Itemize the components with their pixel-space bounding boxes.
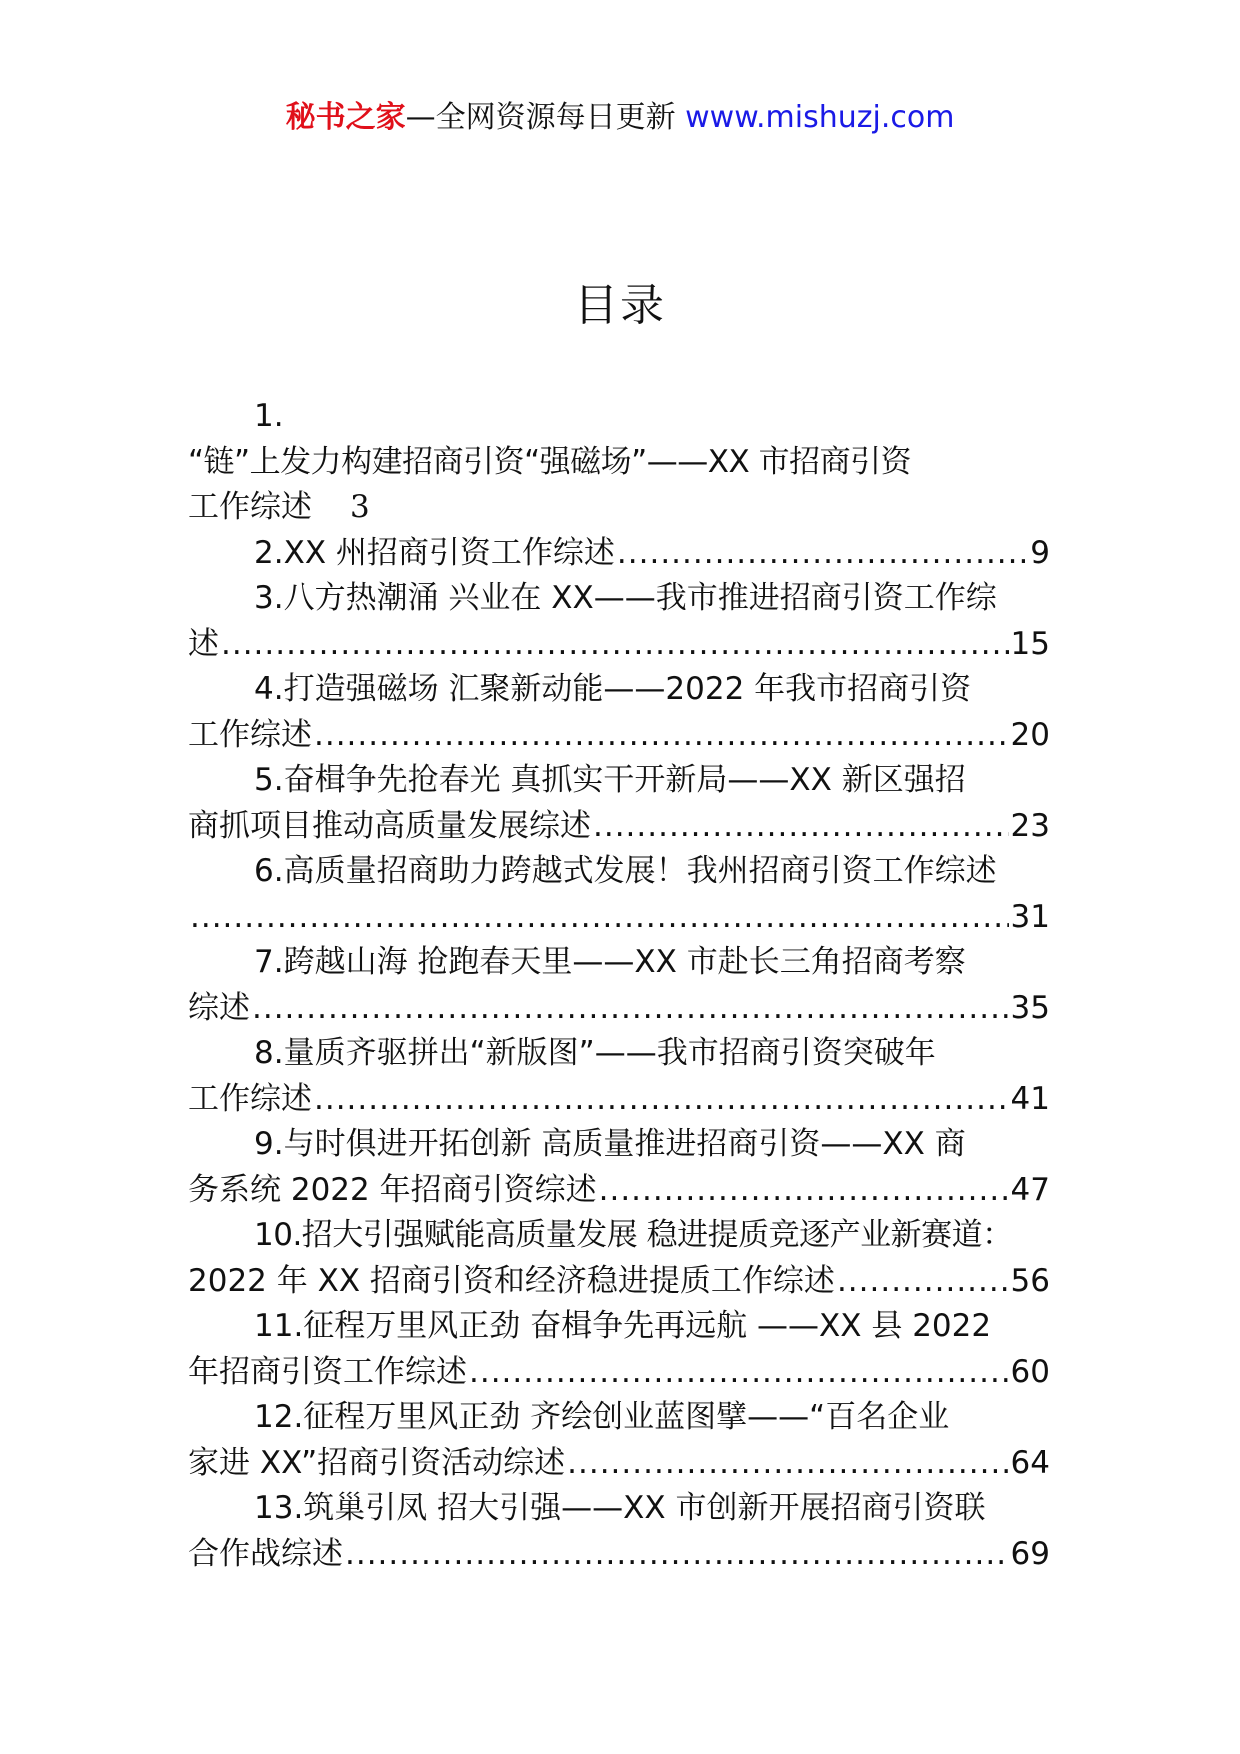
brand-name: 秘书之家 [285, 100, 406, 135]
leader-dots [567, 1441, 1008, 1487]
toc-entry-12[interactable] [188, 1395, 1050, 1486]
toc-entry-title: 5.奋楫争先抢春光 真抓实干开新局——XX 新区强招 [254, 762, 966, 798]
toc-entry-title-cont: 工作综述 [188, 1080, 312, 1117]
toc-entry-title-cont: 2022 年 XX 招商引资和经济稳进提质工作综述 [188, 1262, 835, 1299]
toc-entry-10[interactable] [188, 1213, 1050, 1304]
leader-dots [837, 1259, 1009, 1305]
toc-entry-title: 11.征程万里风正劲 奋楫争先再远航 ——XX 县 2022 [254, 1308, 992, 1344]
toc-entry-title-cont: 合作战综述 [188, 1535, 343, 1572]
toc-entry-title-cont: 工作综述 [188, 489, 312, 525]
page-title: 目录 [574, 280, 666, 331]
toc-entry-line [188, 440, 1050, 486]
toc-entry-line [188, 1077, 1050, 1123]
toc-entry-line [188, 849, 1050, 895]
leader-dots [314, 1077, 1009, 1123]
toc-entry-title-cont: 家进 XX”招商引资活动综述 [188, 1444, 566, 1481]
toc-entry-line [188, 576, 1050, 622]
toc-entry-line [188, 1031, 1050, 1077]
toc-entry-line [188, 667, 1050, 713]
toc-entry-title: 13.筑巢引凤 招大引强——XX 市创新开展招商引资联 [254, 1490, 986, 1526]
toc-entry-line [188, 485, 1050, 531]
toc-entry-line [188, 622, 1050, 668]
toc-entry-title: 10.招大引强赋能高质量发展 稳进提质竞逐产业新赛道： [254, 1217, 1013, 1253]
toc-entry-8[interactable] [188, 1031, 1050, 1122]
toc-entry-title: 4.打造强磁场 汇聚新动能——2022 年我市招商引资 [254, 671, 972, 707]
toc-entry-title-cont: 年招商引资工作综述 [188, 1353, 467, 1390]
toc-entry-page: 9 [1030, 534, 1050, 571]
toc-entry-title: 6.高质量招商助力跨越式发展！我州招商引资工作综述 [254, 853, 997, 889]
toc-entry-4[interactable] [188, 667, 1050, 758]
toc-entry-line [188, 895, 1050, 941]
toc-entry-2[interactable] [188, 531, 1050, 577]
toc-entry-line [188, 804, 1050, 850]
toc-entry-line [188, 1350, 1050, 1396]
toc-entry-line [188, 758, 1050, 804]
leader-dots [221, 622, 1009, 668]
toc-entry-line [188, 1532, 1050, 1578]
toc-entry-7[interactable] [188, 940, 1050, 1031]
toc-entry-title: 7.跨越山海 抢跑春天里——XX 市赴长三角招商考察 [254, 944, 966, 980]
toc-entry-page: 64 [1010, 1444, 1050, 1481]
toc-entry-title: 3.八方热潮涌 兴业在 XX——我市推进招商引资工作综 [254, 580, 997, 616]
toc-entry-3[interactable] [188, 576, 1050, 667]
toc-entry-line [188, 1213, 1050, 1259]
toc-entry-title-cont: 综述 [188, 989, 250, 1026]
toc-entry-page: 20 [1010, 716, 1050, 753]
leader-dots [252, 986, 1009, 1032]
table-of-contents [188, 394, 1050, 1577]
toc-entry-line [188, 1304, 1050, 1350]
site-banner [0, 98, 1240, 138]
toc-entry-page: 47 [1010, 1171, 1050, 1208]
toc-entry-line [188, 1486, 1050, 1532]
toc-entry-page: 15 [1010, 625, 1050, 662]
toc-entry-page: 41 [1010, 1080, 1050, 1117]
toc-entry-title-cont: 述 [188, 625, 219, 662]
site-url-link[interactable]: www.mishuzj.com [685, 100, 955, 135]
toc-entry-page: 31 [1010, 898, 1050, 935]
toc-entry-9[interactable] [188, 1122, 1050, 1213]
leader-dots [469, 1350, 1009, 1396]
toc-entry-page: 23 [1010, 807, 1050, 844]
leader-dots [599, 1168, 1009, 1214]
toc-entry-title: 2.XX 州招商引资工作综述 [254, 534, 615, 571]
leader-dots [314, 713, 1009, 759]
toc-entry-5[interactable] [188, 758, 1050, 849]
leader-dots [190, 895, 1009, 941]
toc-entry-title: 9.与时俱进开拓创新 高质量推进招商引资——XX 商 [254, 1126, 966, 1162]
toc-entry-title: 12.征程万里风正劲 齐绘创业蓝图擘——“百名企业 [254, 1399, 950, 1435]
toc-entry-line [188, 1168, 1050, 1214]
toc-entry-13[interactable] [188, 1486, 1050, 1577]
toc-entry-page: 60 [1010, 1353, 1050, 1390]
banner-tagline: —全网资源每日更新 [405, 100, 686, 135]
toc-entry-line [188, 940, 1050, 986]
leader-dots [345, 1532, 1009, 1578]
toc-entry-number-line [188, 394, 1050, 440]
leader-dots [593, 804, 1009, 850]
toc-entry-line [188, 1259, 1050, 1305]
toc-entry-title-cont: 务系统 2022 年招商引资综述 [188, 1171, 597, 1208]
toc-entry-11[interactable] [188, 1304, 1050, 1395]
toc-entry-number: 1. [254, 398, 284, 434]
toc-entry-page: 56 [1010, 1262, 1050, 1299]
toc-entry-title: 8.量质齐驱拼出“新版图”——我市招商引资突破年 [254, 1035, 936, 1071]
leader-dots [617, 531, 1028, 577]
toc-entry-title: “链”上发力构建招商引资“强磁场”——XX 市招商引资 [188, 443, 912, 480]
toc-entry-title-cont: 工作综述 [188, 716, 312, 753]
toc-entry-6[interactable] [188, 849, 1050, 940]
toc-entry-page: 69 [1010, 1535, 1050, 1572]
toc-entry-title-cont: 商抓项目推动高质量发展综述 [188, 807, 591, 844]
toc-entry-line [188, 1441, 1050, 1487]
toc-entry-page: 35 [1010, 989, 1050, 1026]
toc-entry-line [188, 1395, 1050, 1441]
toc-entry-line [188, 531, 1050, 577]
toc-entry-1[interactable] [188, 394, 1050, 531]
toc-entry-page: 3 [350, 489, 370, 525]
toc-entry-line [188, 713, 1050, 759]
toc-entry-line [188, 1122, 1050, 1168]
toc-entry-line [188, 986, 1050, 1032]
